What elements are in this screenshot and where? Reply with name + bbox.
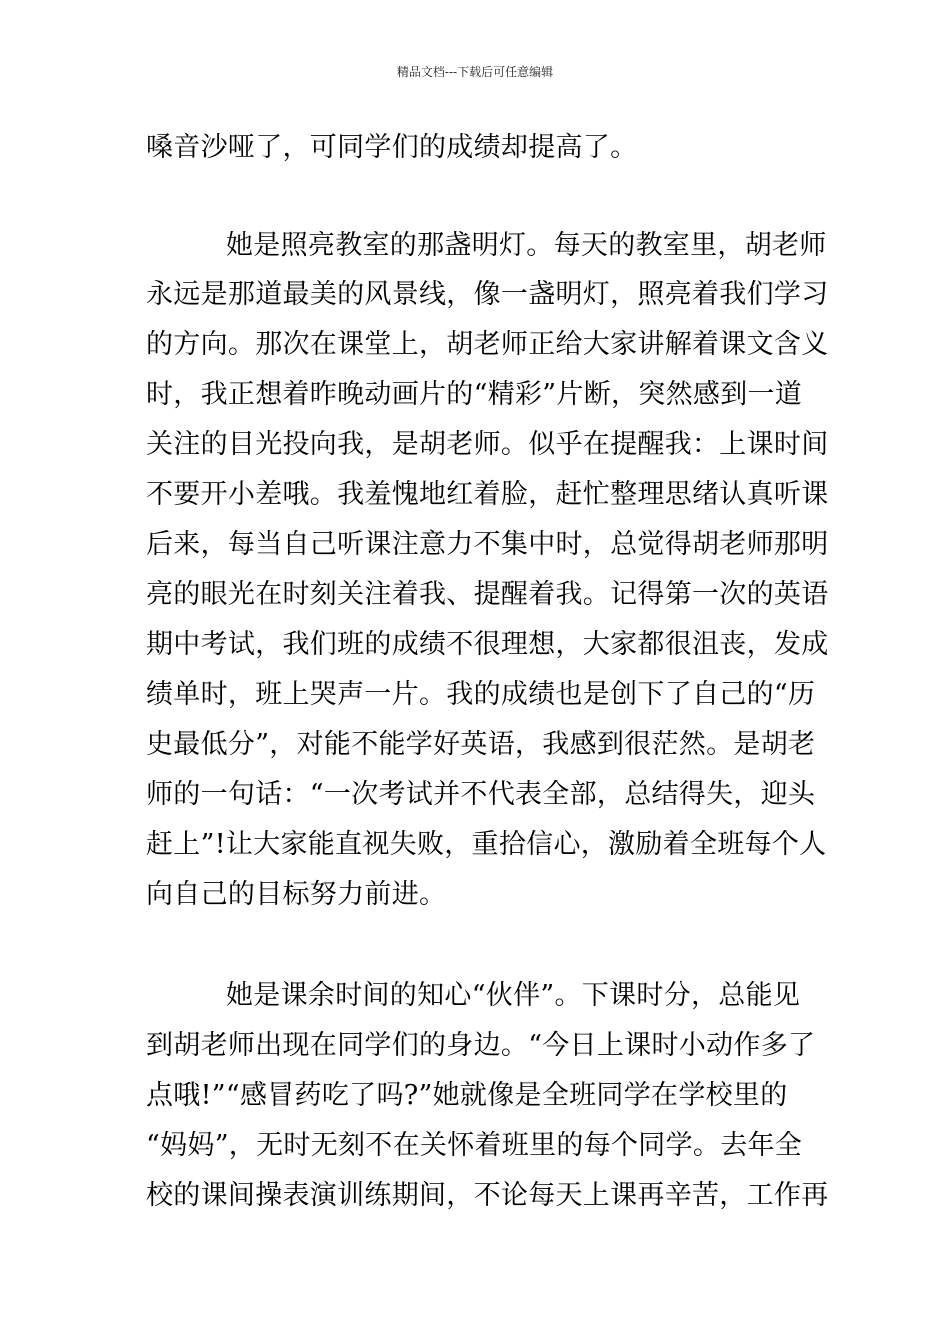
body-line: 赶上”!让大家能直视失败，重拾信心，激励着全班每个人 [146,829,827,860]
body-line: 嗓音沙哑了，可同学们的成绩却提高了。 [146,132,638,163]
body-line: 的方向。那次在课堂上，胡老师正给大家讲解着课文含义 [146,329,829,360]
paragraph-first-line: 她是课余时间的知心“伙伴”。下课时分，总能见 [226,980,801,1011]
body-line: 师的一句话：“一次考试并不代表全部，总结得失，迎头 [146,779,816,810]
body-line: 史最低分”，对能不能学好英语，我感到很茫然。是胡老 [146,729,816,760]
body-line: 永远是那道最美的风景线，像一盏明灯，照亮着我们学习 [146,279,829,310]
body-line: 亮的眼光在时刻关注着我、提醒着我。记得第一次的英语 [146,579,829,610]
body-line: 不要开小差哦。我羞愧地红着脸，赶忙整理思绪认真听课 [146,479,829,510]
body-line: 校的课间操表演训练期间，不论每天上课再辛苦，工作再 [146,1180,829,1211]
body-line: 向自己的目标努力前进。 [146,879,447,910]
body-line: 点哦!”“感冒药吃了吗?”她就像是全班同学在学校里的 [146,1080,788,1111]
paragraph-first-line: 她是照亮教室的那盏明灯。每天的教室里，胡老师 [226,230,827,261]
body-line: 后来，每当自己听课注意力不集中时，总觉得胡老师那明 [146,529,829,560]
body-line: 时，我正想着昨晚动画片的“精彩”片断，突然感到一道 [146,379,803,410]
body-line: 绩单时，班上哭声一片。我的成绩也是创下了自己的“历 [146,679,816,710]
body-line: 期中考试，我们班的成绩不很理想，大家都很沮丧，发成 [146,629,829,660]
page-header: 精品文档---下载后可任意编辑 [396,65,554,79]
body-line: 关注的目光投向我，是胡老师。似乎在提醒我：上课时间 [146,429,829,460]
body-line: “妈妈”，无时无刻不在关怀着班里的每个同学。去年全 [146,1130,803,1161]
body-line: 到胡老师出现在同学们的身边。“今日上课时小动作多了 [146,1030,816,1061]
